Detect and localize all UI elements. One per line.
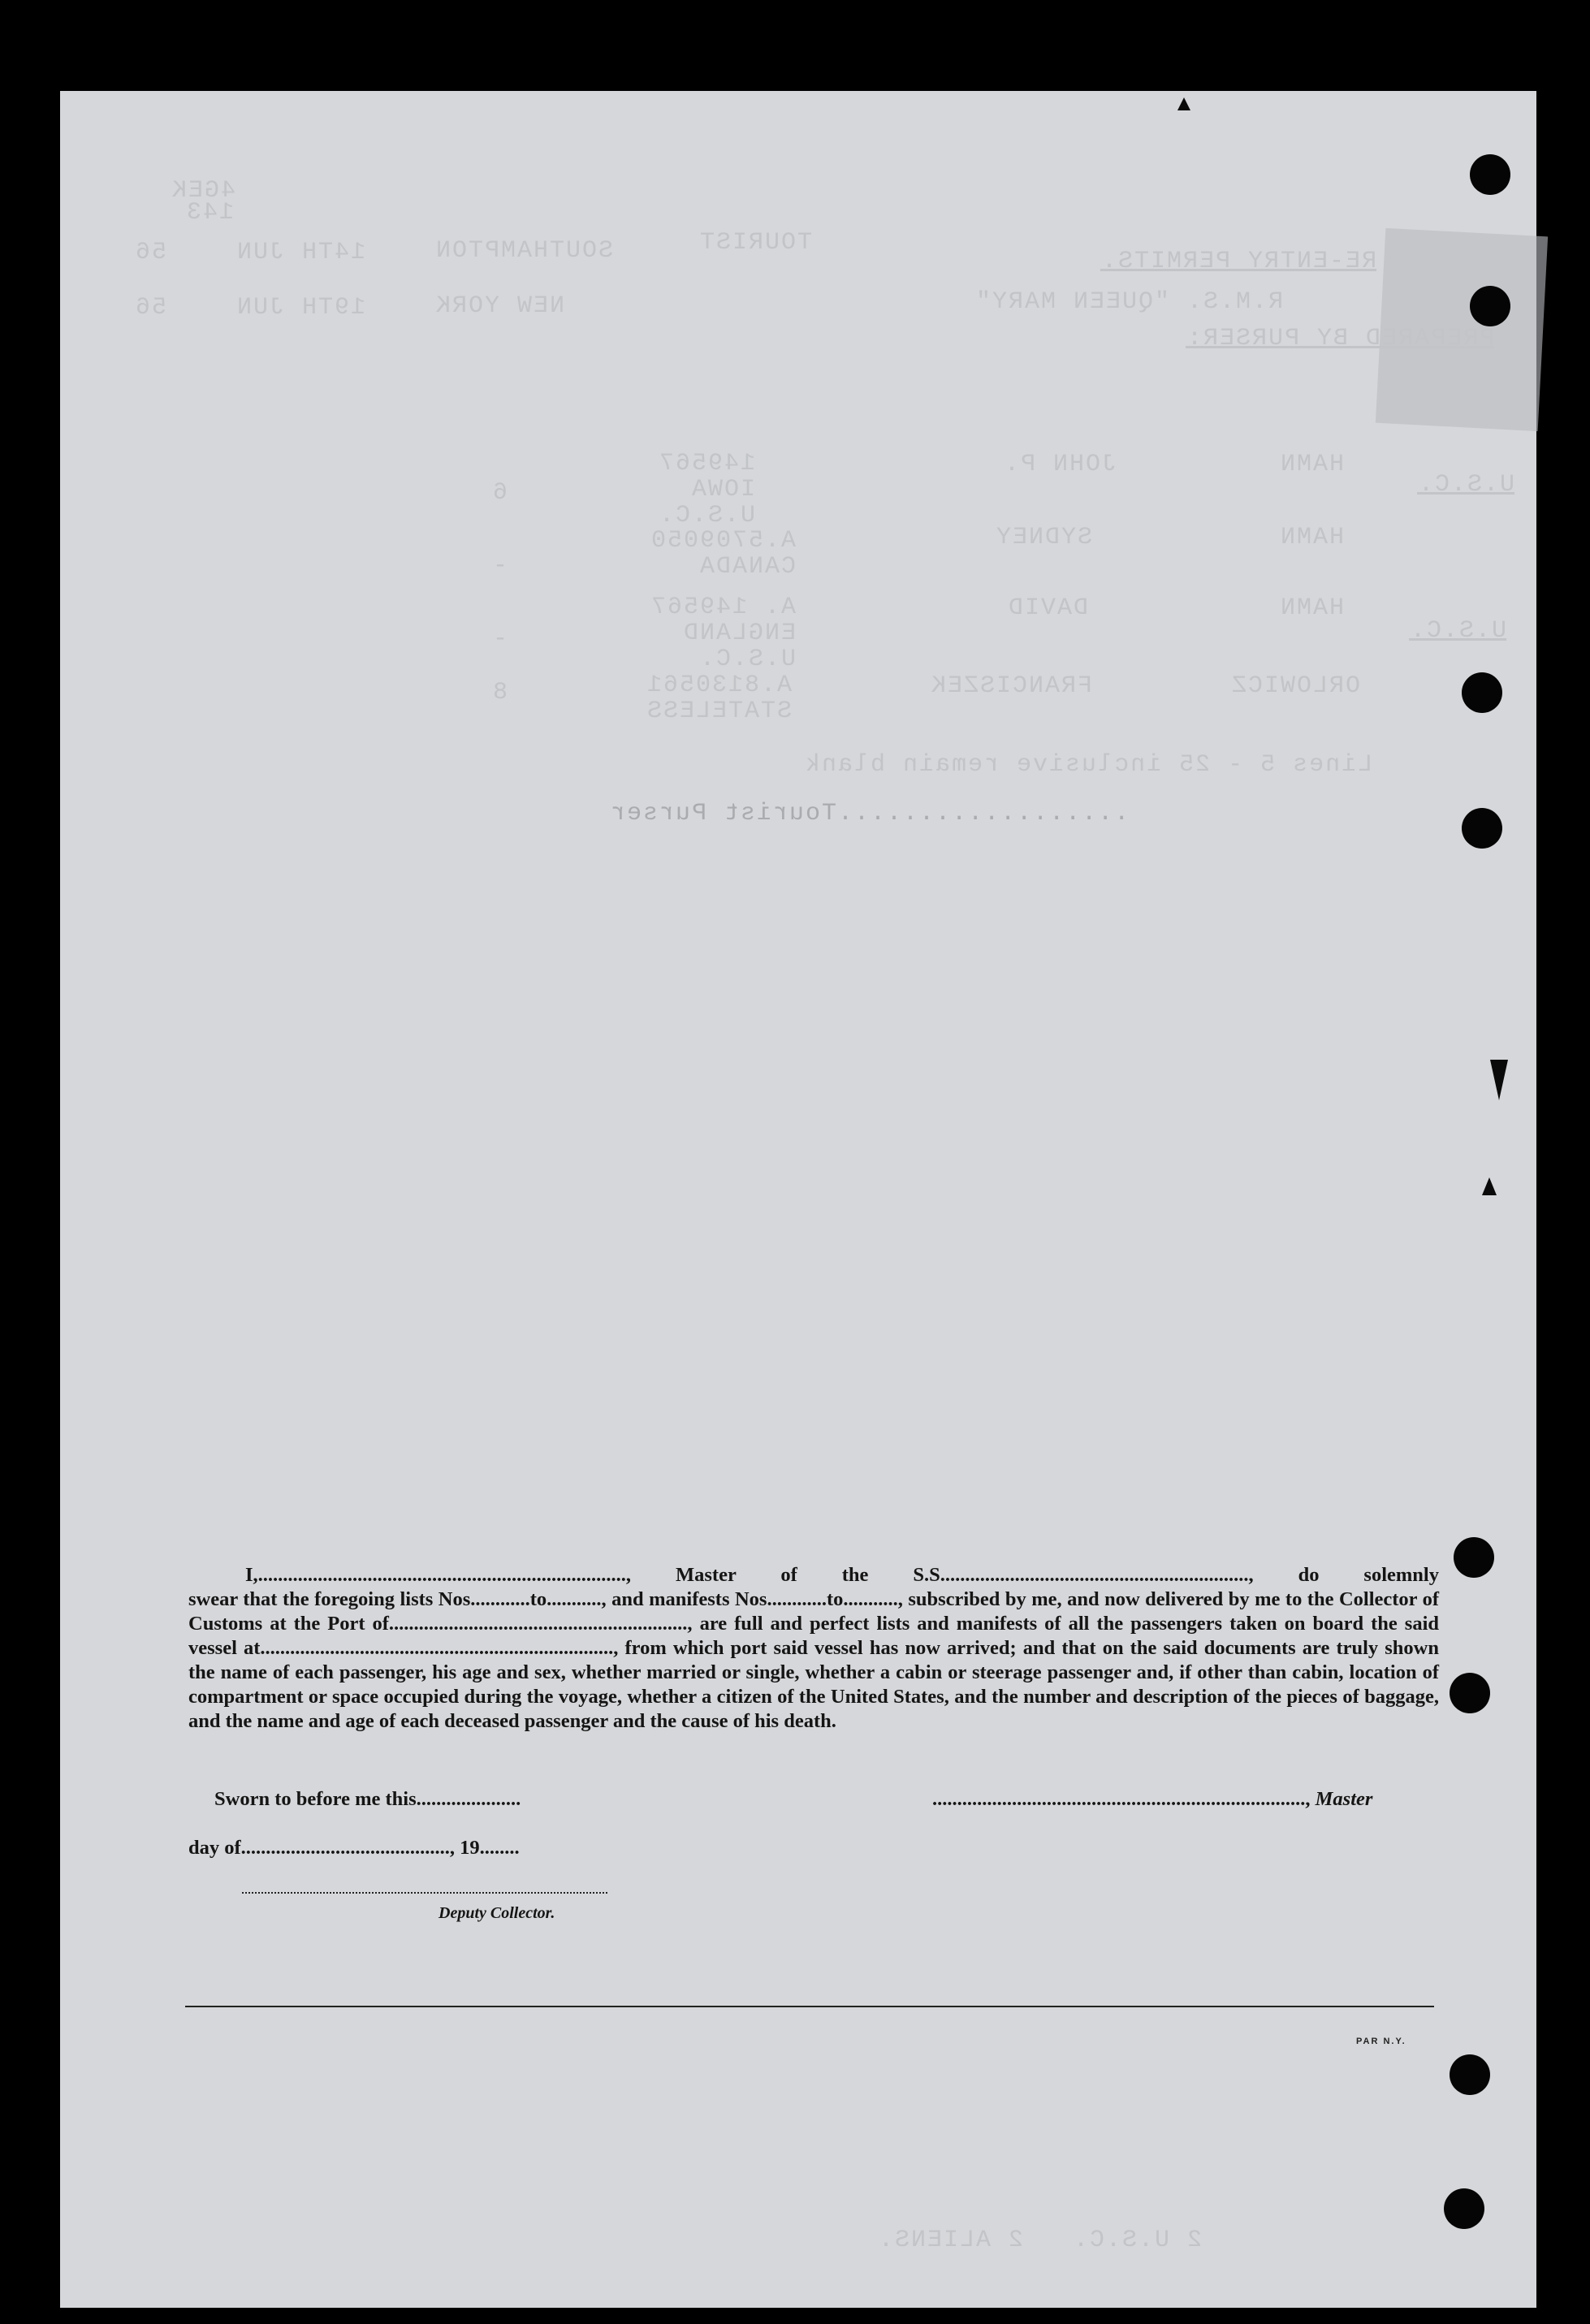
bleed-row1-a: TOURIST xyxy=(698,229,813,257)
bleed-purser: ..................Tourist Purser xyxy=(609,800,1130,827)
punch-hole xyxy=(1454,1537,1494,1578)
bleed-row2-a: NEW YORK xyxy=(434,292,565,320)
bleed-entry-num: 6 xyxy=(491,479,508,507)
master-signature-dots: ..........................................................................., xyxy=(932,1788,1311,1810)
punch-hole xyxy=(1444,2188,1484,2229)
bleed-entry-given: SYDNEY xyxy=(995,524,1093,551)
bleed-entry-given: JOHN P. xyxy=(1003,451,1117,478)
deputy-collector-label: Deputy Collector. xyxy=(439,1904,555,1922)
bleed-entry-num: - xyxy=(491,552,508,580)
day-of-line: day of.........................................., 19........ xyxy=(188,1837,520,1859)
bleed-row1-b: SOUTHAMPTON xyxy=(434,237,614,265)
punch-hole xyxy=(1450,2054,1490,2095)
manifest-page xyxy=(60,91,1536,2308)
deputy-signature-line xyxy=(242,1892,607,1894)
bleed-row1-d: 56 xyxy=(134,239,167,266)
master-signature-line xyxy=(932,1788,1372,1811)
bleed-entry-surname: HAMN xyxy=(1279,524,1345,551)
bleed-entry-surname: HAMN xyxy=(1279,451,1345,478)
bleed-entry-status: U.S.C. xyxy=(1417,471,1515,499)
bleed-entry-doc: A.5709050 CANADA xyxy=(650,527,797,581)
bleed-row1-c: 14TH JUN xyxy=(235,239,366,266)
bleed-entry-doc: 149567 IOWA U.S.C. xyxy=(658,450,756,529)
bleed-ref-num: 143 xyxy=(185,199,235,227)
punch-hole xyxy=(1462,672,1502,713)
punch-hole xyxy=(1470,286,1510,326)
bleed-ref-code: 4GEK xyxy=(171,177,236,205)
bleed-prepared: PREPARED BY PURSER: xyxy=(1186,325,1495,352)
bleed-ship: R.M.S. "QUEEN MARY" xyxy=(974,288,1284,316)
bleed-footer: 2 U.S.C. 2 ALIENS. xyxy=(877,2227,1203,2254)
bleed-entry-given: FRANCISZEK xyxy=(930,672,1093,700)
bleed-entry-given: DAVID xyxy=(1007,594,1089,622)
bleed-row2-c: 56 xyxy=(134,294,167,322)
bleed-entry-num: 8 xyxy=(491,679,508,706)
bleed-entry-surname: HAMN xyxy=(1279,594,1345,622)
punch-hole xyxy=(1470,154,1510,195)
bleed-entry-num: - xyxy=(491,625,508,653)
master-label: Master xyxy=(1315,1788,1373,1810)
punch-hole xyxy=(1450,1673,1490,1713)
bleed-entry-surname: ORLOWICZ xyxy=(1230,672,1361,700)
bleed-entry-status: U.S.C. xyxy=(1409,617,1507,645)
horizontal-rule xyxy=(185,2006,1434,2007)
bleed-entry-doc: A. 149567 ENGLAND U.S.C. xyxy=(650,594,797,673)
bleed-title: RE-ENTRY PERMITS. xyxy=(1100,248,1377,275)
printer-mark: PAR N.Y. xyxy=(1356,2037,1406,2046)
bleed-entry-doc: A.8130561 STATELESS xyxy=(646,672,793,725)
declaration-body: swear that the foregoing lists Nos............to..........., and manifests Nos............to..........., subscribed by me, and now delivered by me to the Collector of Customs at the Port of............................................................, are full and perfect lists and manifests of all the passengers taken on board the said vessel at......................................................................., from which port said vessel has now arrived; and that on the said documents are truly shown the name of each passenger, his age and sex, whether married or single, whether a cabin or steerage passenger and, if other than cabin, location of compartment or space occupied during the voyage, whether a citizen of the United States, and the number and description of the pieces of baggage, and the name and age of each deceased passenger and the cause of his death. xyxy=(188,1588,1439,1732)
master-declaration xyxy=(188,1563,1439,1734)
declaration-line-1: I,.........................................................................., Master of the S.S.............................................................., do solemnly xyxy=(245,1564,1439,1586)
punch-hole xyxy=(1462,808,1502,849)
bleed-lines-note: Lines 5 - 25 inclusive remain blank xyxy=(804,751,1373,779)
sworn-line: Sworn to before me this..................... xyxy=(214,1788,521,1810)
bleed-row2-b: 19TH JUN xyxy=(235,294,366,322)
